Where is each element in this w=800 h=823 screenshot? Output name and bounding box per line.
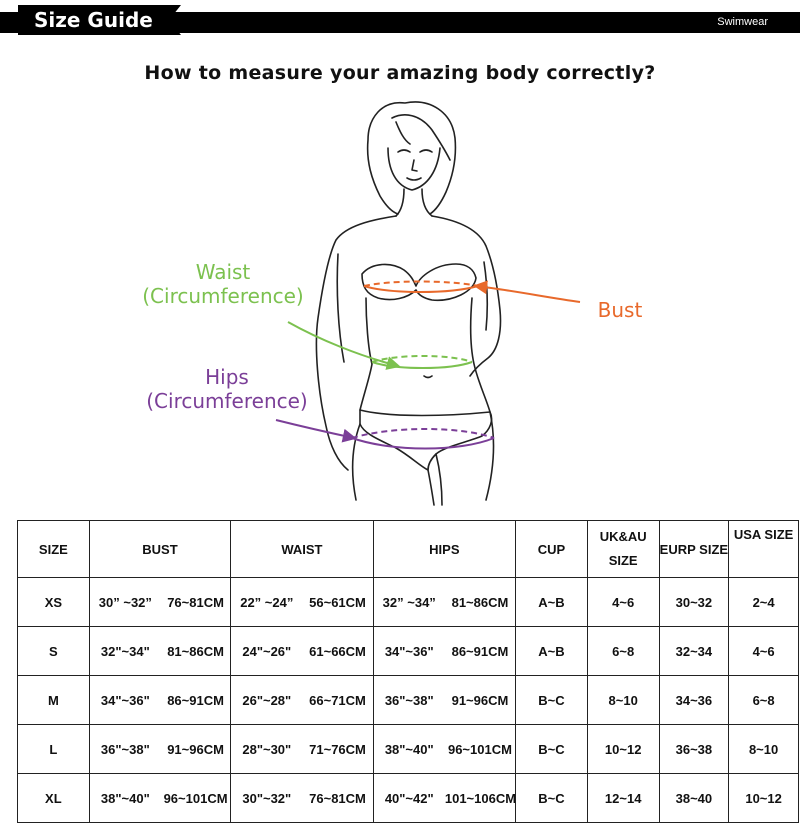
bust-label: Bust	[597, 298, 643, 322]
cell-hips-cm: 91~96CM	[445, 676, 516, 725]
cell-hips-in: 34"~36"	[373, 627, 445, 676]
face-outline	[388, 148, 440, 190]
cell-eurp: 38~40	[659, 774, 729, 823]
cell-cup: B~C	[516, 774, 588, 823]
cell-ukau: 10~12	[587, 725, 659, 774]
cell-ukau: 8~10	[587, 676, 659, 725]
hair-fringe	[392, 115, 450, 160]
header-ukau-line2: SIZE	[608, 553, 638, 568]
size-guide-tab: Size Guide	[18, 5, 169, 35]
cell-cup: B~C	[516, 725, 588, 774]
cell-cup: A~B	[516, 627, 588, 676]
neck	[396, 189, 432, 216]
hips-arrow	[276, 420, 354, 438]
cell-waist-in: 28"~30"	[231, 725, 303, 774]
cell-ukau: 4~6	[587, 578, 659, 627]
nose	[412, 160, 417, 171]
cell-waist-cm: 71~76CM	[302, 725, 373, 774]
cell-size: L	[18, 725, 90, 774]
header-ukau-line1: UK&AU	[599, 529, 647, 544]
hips-label	[122, 365, 332, 413]
cell-bust-in: 32"~34"	[89, 627, 161, 676]
page-title: How to measure your amazing body correctly?	[144, 62, 656, 84]
cell-bust-cm: 86~91CM	[161, 676, 231, 725]
cell-hips-cm: 96~101CM	[445, 725, 516, 774]
cell-waist-in: 22” ~24”	[231, 578, 303, 627]
cell-cup: B~C	[516, 676, 588, 725]
waist-loop	[372, 356, 472, 362]
cell-hips-in: 32” ~34”	[373, 578, 445, 627]
waist-label-sub: (Circumference)	[142, 284, 304, 308]
bust-loop	[364, 282, 478, 287]
cell-waist-cm: 66~71CM	[302, 676, 373, 725]
table-row	[18, 578, 799, 627]
cell-ukau: 6~8	[587, 627, 659, 676]
hair-outline	[368, 102, 456, 214]
table-row	[18, 676, 799, 725]
cell-usa: 2~4	[729, 578, 799, 627]
table-row	[18, 774, 799, 823]
cell-cup: A~B	[516, 578, 588, 627]
header-hips: HIPS	[373, 521, 515, 578]
torso	[360, 298, 490, 412]
cell-usa: 6~8	[729, 676, 799, 725]
cell-hips-cm: 101~106CM	[445, 774, 516, 823]
eyes	[398, 150, 432, 152]
cell-hips-in: 40"~42"	[373, 774, 445, 823]
cell-bust-cm: 96~101CM	[161, 774, 231, 823]
header-bust: BUST	[89, 521, 230, 578]
cell-waist-in: 24"~26"	[231, 627, 303, 676]
cell-bust-in: 38"~40"	[89, 774, 161, 823]
cell-size: S	[18, 627, 90, 676]
bikini-bottom	[360, 410, 492, 470]
cell-usa: 10~12	[729, 774, 799, 823]
header-cup: CUP	[516, 521, 588, 578]
bust-arrow	[476, 286, 580, 302]
header-eurp: EURP SIZE	[659, 521, 729, 578]
header-size: SIZE	[18, 521, 90, 578]
cell-hips-in: 36"~38"	[373, 676, 445, 725]
header-waist: WAIST	[231, 521, 373, 578]
legs	[353, 412, 494, 505]
size-chart-table	[17, 520, 799, 823]
cell-bust-cm: 76~81CM	[161, 578, 231, 627]
cell-usa: 4~6	[729, 627, 799, 676]
navel	[424, 376, 432, 378]
top-bar	[0, 0, 800, 35]
cell-hips-cm: 81~86CM	[445, 578, 516, 627]
cell-waist-cm: 76~81CM	[302, 774, 373, 823]
cell-size: M	[18, 676, 90, 725]
mouth	[407, 178, 421, 180]
cell-hips-in: 38"~40"	[373, 725, 445, 774]
waist-label	[118, 260, 328, 308]
cell-eurp: 32~34	[659, 627, 729, 676]
header-ukau	[587, 521, 659, 578]
hips-label-sub: (Circumference)	[146, 389, 308, 413]
table-row	[18, 725, 799, 774]
cell-waist-cm: 56~61CM	[302, 578, 373, 627]
cell-usa: 8~10	[729, 725, 799, 774]
cell-size: XL	[18, 774, 90, 823]
cell-ukau: 12~14	[587, 774, 659, 823]
table-row	[18, 627, 799, 676]
right-arm	[432, 216, 501, 376]
header-usa: USA SIZE	[729, 521, 799, 578]
cell-bust-cm: 81~86CM	[161, 627, 231, 676]
hips-label-title: Hips	[205, 365, 249, 389]
category-label: Swimwear	[717, 16, 768, 28]
cell-waist-cm: 61~66CM	[302, 627, 373, 676]
cell-eurp: 36~38	[659, 725, 729, 774]
cell-waist-in: 26"~28"	[231, 676, 303, 725]
cell-hips-cm: 86~91CM	[445, 627, 516, 676]
table-header-row	[18, 521, 799, 578]
body-measurement-figure	[0, 95, 800, 515]
cell-bust-in: 34"~36"	[89, 676, 161, 725]
waist-label-title: Waist	[195, 260, 251, 284]
cell-waist-in: 30"~32"	[231, 774, 303, 823]
cell-bust-in: 36"~38"	[89, 725, 161, 774]
cell-eurp: 30~32	[659, 578, 729, 627]
cell-size: XS	[18, 578, 90, 627]
cell-bust-cm: 91~96CM	[161, 725, 231, 774]
cell-bust-in: 30” ~32”	[89, 578, 161, 627]
bust-loop-front	[364, 286, 478, 292]
cell-eurp: 34~36	[659, 676, 729, 725]
